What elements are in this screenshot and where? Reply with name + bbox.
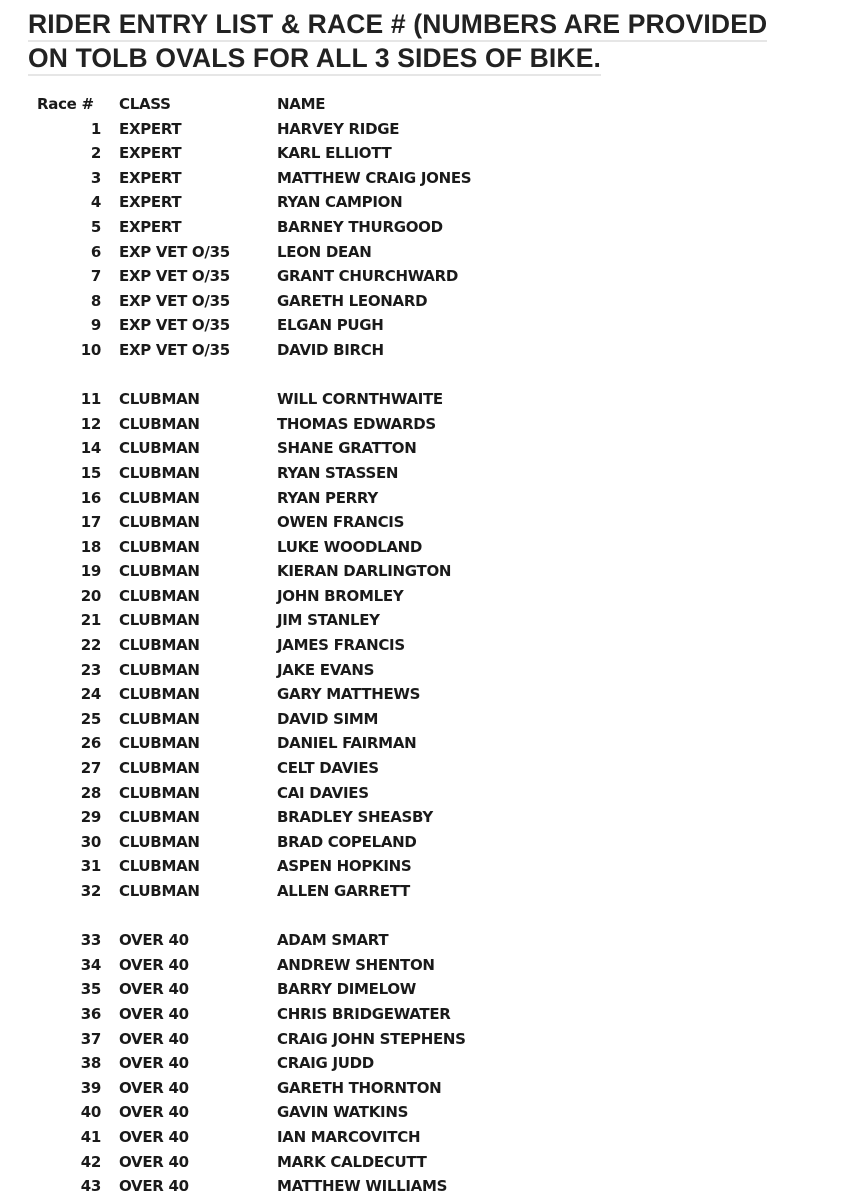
race-number: 14 [80, 439, 101, 458]
race-number: 25 [80, 709, 101, 728]
rider-class: CLUBMAN [119, 414, 200, 433]
table-row [0, 879, 850, 904]
group-spacer [0, 904, 850, 929]
rider-class: EXP VET O/35 [119, 316, 230, 335]
race-number: 20 [80, 586, 101, 605]
rider-name: CRAIG JUDD [277, 1054, 374, 1073]
table-row [0, 633, 850, 658]
table-row [0, 559, 850, 584]
rider-class: OVER 40 [119, 955, 189, 974]
table-row [0, 289, 850, 314]
table-row [0, 510, 850, 535]
table-row [0, 338, 850, 363]
rider-name: HARVEY RIDGE [277, 119, 400, 138]
rider-class: CLUBMAN [119, 832, 200, 851]
rider-class: CLUBMAN [119, 562, 200, 581]
rider-name: ANDREW SHENTON [277, 955, 435, 974]
race-number: 40 [80, 1103, 101, 1122]
table-row [0, 1076, 850, 1101]
rider-class: OVER 40 [119, 1103, 189, 1122]
table-row [0, 141, 850, 166]
race-number: 5 [90, 217, 101, 236]
table-row [0, 412, 850, 437]
rider-name: MATTHEW WILLIAMS [277, 1177, 448, 1196]
rider-name: GRANT CHURCHWARD [277, 267, 459, 286]
rider-class: EXPERT [119, 193, 182, 212]
table-row [0, 953, 850, 978]
rider-name: RYAN STASSEN [277, 463, 399, 482]
race-number: 23 [80, 660, 101, 679]
race-number: 42 [80, 1152, 101, 1171]
rider-class: EXP VET O/35 [119, 291, 230, 310]
table-row [0, 1051, 850, 1076]
table-row [0, 461, 850, 486]
rider-name: DAVID BIRCH [277, 340, 384, 359]
rider-name: DAVID SIMM [277, 709, 379, 728]
table-header-row [0, 92, 850, 117]
race-number: 43 [80, 1177, 101, 1196]
rider-class: CLUBMAN [119, 808, 200, 827]
table-row [0, 781, 850, 806]
race-number: 26 [80, 734, 101, 753]
table-row [0, 190, 850, 215]
race-number: 17 [80, 513, 101, 532]
race-number: 18 [80, 537, 101, 556]
rider-name: DANIEL FAIRMAN [277, 734, 417, 753]
race-number: 30 [80, 832, 101, 851]
rider-name: IAN MARCOVITCH [277, 1127, 421, 1146]
rider-name: OWEN FRANCIS [277, 513, 405, 532]
rider-class: CLUBMAN [119, 463, 200, 482]
rider-class: CLUBMAN [119, 390, 200, 409]
rider-name: ASPEN HOPKINS [277, 857, 412, 876]
rider-name: BRAD COPELAND [277, 832, 417, 851]
table-row [0, 215, 850, 240]
rider-name: JOHN BROMLEY [277, 586, 404, 605]
rider-name: RYAN CAMPION [277, 193, 403, 212]
table-row [0, 387, 850, 412]
rider-name: MARK CALDECUTT [277, 1152, 427, 1171]
rider-class: CLUBMAN [119, 685, 200, 704]
race-number: 22 [80, 636, 101, 655]
race-number: 11 [80, 390, 101, 409]
table-row [0, 977, 850, 1002]
rider-class: CLUBMAN [119, 488, 200, 507]
rider-name: ALLEN GARRETT [277, 882, 410, 900]
rider-class: OVER 40 [119, 1029, 189, 1048]
race-number: 21 [80, 611, 101, 630]
rider-name: GARETH THORNTON [277, 1078, 442, 1097]
rider-name: LUKE WOODLAND [277, 537, 423, 556]
race-number: 32 [80, 882, 101, 900]
race-number-header: Race # [37, 95, 94, 113]
table-row [0, 1125, 850, 1150]
table-row [0, 928, 850, 953]
race-number: 2 [90, 144, 101, 163]
table-row [0, 486, 850, 511]
rider-name: BARNEY THURGOOD [277, 217, 443, 236]
race-number: 3 [90, 168, 101, 187]
rider-name: THOMAS EDWARDS [277, 414, 436, 433]
table-row [0, 166, 850, 191]
race-number: 9 [90, 316, 101, 335]
rider-class: EXP VET O/35 [119, 242, 230, 261]
rider-name: ADAM SMART [277, 931, 389, 950]
rider-name: RYAN PERRY [277, 488, 378, 507]
table-row [0, 756, 850, 781]
rider-class: OVER 40 [119, 931, 189, 950]
rider-class: OVER 40 [119, 1152, 189, 1171]
rider-name: MATTHEW CRAIG JONES [277, 168, 472, 187]
rider-name: WILL CORNTHWAITE [277, 390, 443, 409]
rider-name: JAMES FRANCIS [277, 636, 405, 655]
title-line-2: ON TOLB OVALS FOR ALL 3 SIDES OF BIKE. [28, 42, 601, 76]
table-row [0, 682, 850, 707]
name-header: NAME [277, 95, 326, 113]
rider-class: EXPERT [119, 168, 182, 187]
rider-class: CLUBMAN [119, 709, 200, 728]
table-row [0, 830, 850, 855]
race-number: 6 [90, 242, 101, 261]
race-number: 1 [90, 119, 101, 138]
race-number: 33 [80, 931, 101, 950]
rider-class: CLUBMAN [119, 734, 200, 753]
table-row [0, 707, 850, 732]
table-row [0, 264, 850, 289]
race-number: 29 [80, 808, 101, 827]
race-number: 16 [80, 488, 101, 507]
race-number: 38 [80, 1054, 101, 1073]
table-row [0, 805, 850, 830]
race-number: 35 [80, 980, 101, 999]
table-row [0, 731, 850, 756]
rider-class: OVER 40 [119, 1054, 189, 1073]
race-number: 24 [80, 685, 101, 704]
race-number: 31 [80, 857, 101, 876]
rider-class: CLUBMAN [119, 783, 200, 802]
race-number: 41 [80, 1127, 101, 1146]
rider-name: BRADLEY SHEASBY [277, 808, 433, 827]
rider-name: GARETH LEONARD [277, 291, 428, 310]
rider-name: JAKE EVANS [277, 660, 375, 679]
rider-name: SHANE GRATTON [277, 439, 417, 458]
rider-name: GARY MATTHEWS [277, 685, 421, 704]
rider-name: CHRIS BRIDGEWATER [277, 1004, 451, 1023]
table-row [0, 240, 850, 265]
race-number: 36 [80, 1004, 101, 1023]
table-row [0, 313, 850, 338]
race-number: 27 [80, 759, 101, 778]
rider-class: OVER 40 [119, 1177, 189, 1196]
race-number: 7 [90, 267, 101, 286]
rider-class: OVER 40 [119, 1127, 189, 1146]
rider-name: KIERAN DARLINGTON [277, 562, 452, 581]
table-row [0, 608, 850, 633]
race-number: 39 [80, 1078, 101, 1097]
table-row [0, 658, 850, 683]
rider-name: LEON DEAN [277, 242, 372, 261]
rider-name: ELGAN PUGH [277, 316, 384, 335]
table-row [0, 1174, 850, 1199]
rider-class: CLUBMAN [119, 759, 200, 778]
class-header: CLASS [119, 95, 171, 113]
rider-class: EXPERT [119, 144, 182, 163]
rider-class: EXP VET O/35 [119, 340, 230, 359]
rider-class: CLUBMAN [119, 513, 200, 532]
race-number: 19 [80, 562, 101, 581]
rider-name: GAVIN WATKINS [277, 1103, 409, 1122]
rider-class: EXP VET O/35 [119, 267, 230, 286]
rider-class: CLUBMAN [119, 537, 200, 556]
rider-name: CELT DAVIES [277, 759, 379, 778]
rider-class: CLUBMAN [119, 611, 200, 630]
table-row [0, 535, 850, 560]
rider-name: CAI DAVIES [277, 783, 369, 802]
rider-name: CRAIG JOHN STEPHENS [277, 1029, 466, 1048]
race-number: 37 [80, 1029, 101, 1048]
race-number: 8 [90, 291, 101, 310]
rider-class: OVER 40 [119, 1004, 189, 1023]
rider-name: KARL ELLIOTT [277, 144, 392, 163]
rider-name: BARRY DIMELOW [277, 980, 417, 999]
rider-class: EXPERT [119, 119, 182, 138]
rider-class: CLUBMAN [119, 857, 200, 876]
rider-class: CLUBMAN [119, 882, 200, 900]
table-row [0, 1150, 850, 1175]
race-number: 4 [90, 193, 101, 212]
table-row [0, 854, 850, 879]
race-number: 10 [80, 340, 101, 359]
race-number: 12 [80, 414, 101, 433]
rider-class: OVER 40 [119, 1078, 189, 1097]
race-number: 34 [80, 955, 101, 974]
table-row [0, 436, 850, 461]
race-number: 28 [80, 783, 101, 802]
title-line-1: RIDER ENTRY LIST & RACE # (NUMBERS ARE PROVIDED [28, 8, 767, 42]
race-number: 15 [80, 463, 101, 482]
rider-class: CLUBMAN [119, 636, 200, 655]
rider-class: EXPERT [119, 217, 182, 236]
rider-entry-table [0, 92, 850, 1199]
rider-class: CLUBMAN [119, 660, 200, 679]
table-row [0, 1027, 850, 1052]
table-row [0, 1100, 850, 1125]
rider-name: JIM STANLEY [277, 611, 380, 630]
rider-class: CLUBMAN [119, 439, 200, 458]
rider-class: CLUBMAN [119, 586, 200, 605]
table-row [0, 1002, 850, 1027]
table-row [0, 117, 850, 142]
rider-class: OVER 40 [119, 980, 189, 999]
table-row [0, 584, 850, 609]
page-title [28, 8, 767, 76]
group-spacer [0, 363, 850, 388]
